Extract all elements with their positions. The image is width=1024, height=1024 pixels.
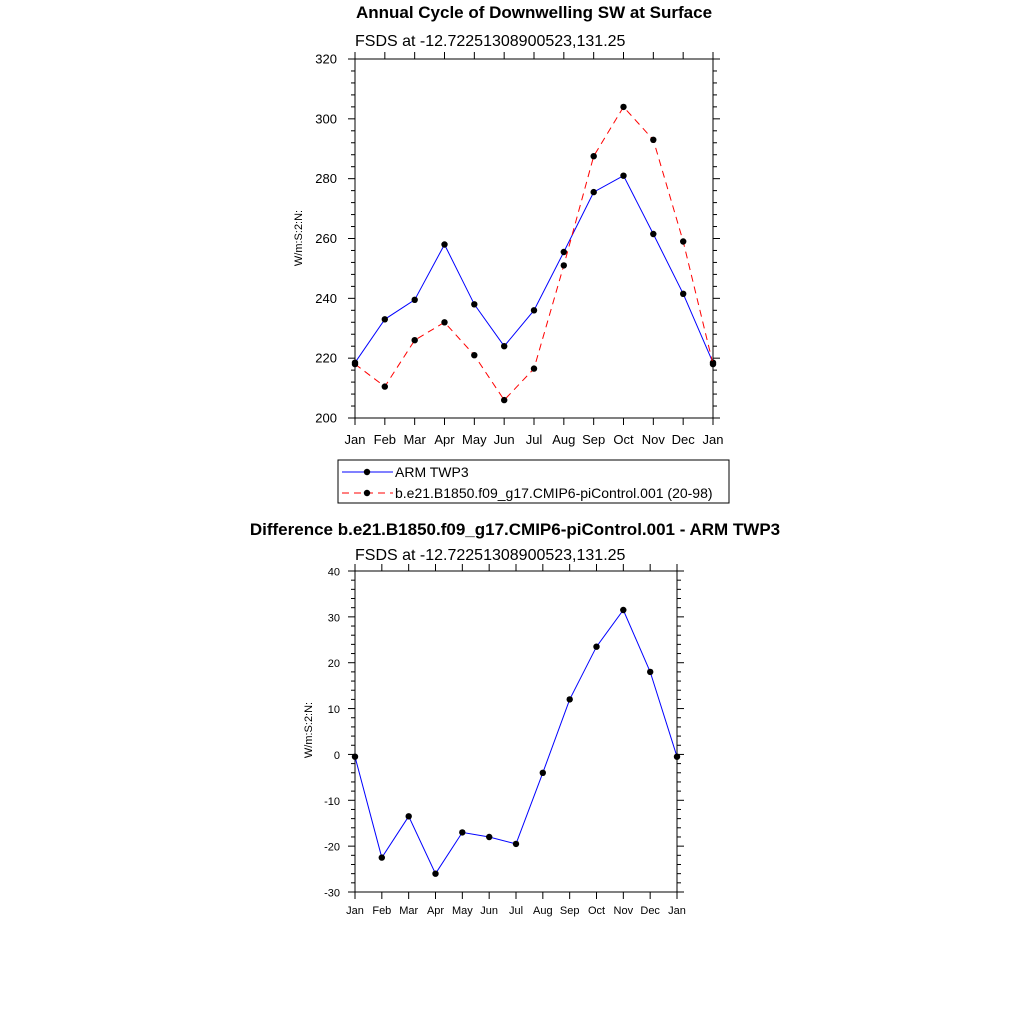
y-tick-label: 20 xyxy=(327,658,340,671)
x-tick-label: Jul xyxy=(508,905,524,917)
data-point-1 xyxy=(501,397,507,403)
data-point-1 xyxy=(561,262,567,268)
x-tick-label: Jan xyxy=(344,432,366,447)
data-point-0 xyxy=(531,307,537,313)
data-point-0 xyxy=(650,231,656,237)
data-point-0 xyxy=(561,249,567,255)
x-tick-label: Dec xyxy=(671,432,695,447)
data-point-1 xyxy=(620,104,626,110)
data-point-0 xyxy=(647,669,653,675)
x-tick-label: Oct xyxy=(613,432,634,447)
y-tick-label: 10 xyxy=(327,704,340,717)
x-tick-label: May xyxy=(462,432,487,447)
chart-bottom-title: Difference b.e21.B1850.f09_g17.CMIP6-piControl.001 - ARM TWP3 xyxy=(249,520,781,539)
data-point-1 xyxy=(382,383,388,389)
x-tick-label: Nov xyxy=(613,905,634,917)
y-tick-label: 30 xyxy=(327,612,340,625)
chart-top xyxy=(293,3,723,447)
y-tick-label: 220 xyxy=(315,350,337,366)
data-point-0 xyxy=(591,189,597,195)
data-point-0 xyxy=(593,644,599,650)
series-line-0 xyxy=(355,176,713,363)
chart-bottom-ylabel: W/m:S:2:N: xyxy=(303,701,315,759)
legend-marker-arm xyxy=(364,469,370,475)
chart-top-ylabel: W/m:S:2:N: xyxy=(293,209,305,267)
data-point-0 xyxy=(501,343,507,349)
x-tick-label: Jul xyxy=(525,432,543,447)
y-tick-label: -10 xyxy=(324,795,340,808)
data-point-0 xyxy=(406,813,412,819)
x-tick-label: Mar xyxy=(399,905,419,917)
x-tick-label: Apr xyxy=(434,432,455,447)
data-point-0 xyxy=(379,854,385,860)
chart-top-legend xyxy=(338,460,729,503)
x-tick-label: Feb xyxy=(373,432,397,447)
series-line-1 xyxy=(355,107,713,400)
data-point-1 xyxy=(680,238,686,244)
data-point-0 xyxy=(486,834,492,840)
y-tick-label: -20 xyxy=(324,841,340,854)
data-point-0 xyxy=(432,871,438,877)
data-point-0 xyxy=(620,173,626,179)
legend-label-model: b.e21.B1850.f09_g17.CMIP6-piControl.001 (20-98) xyxy=(395,485,713,501)
data-point-0 xyxy=(674,754,680,760)
chart-bottom-axes xyxy=(324,564,686,917)
data-point-1 xyxy=(352,361,358,367)
x-tick-label: Jun xyxy=(493,432,515,447)
data-point-0 xyxy=(513,841,519,847)
x-tick-label: Mar xyxy=(403,432,426,447)
data-point-0 xyxy=(412,297,418,303)
data-point-0 xyxy=(441,241,447,247)
data-point-0 xyxy=(471,301,477,307)
data-point-1 xyxy=(412,337,418,343)
data-point-0 xyxy=(680,291,686,297)
x-tick-label: Jan xyxy=(702,432,724,447)
chart-bottom-subtitle: FSDS at -12.72251308900523,131.25 xyxy=(355,547,626,564)
y-tick-label: -30 xyxy=(324,887,340,900)
chart-bottom xyxy=(250,520,780,917)
x-tick-label: Apr xyxy=(426,905,445,917)
x-tick-label: May xyxy=(451,905,473,917)
legend-marker-model xyxy=(364,490,370,496)
x-tick-label: Jun xyxy=(480,905,499,917)
chart-top-subtitle: FSDS at -12.72251308900523,131.25 xyxy=(355,33,626,50)
y-tick-label: 300 xyxy=(315,111,337,127)
chart-top-title: Annual Cycle of Downwelling SW at Surface xyxy=(355,3,713,22)
y-tick-label: 200 xyxy=(315,410,337,426)
data-point-1 xyxy=(650,137,656,143)
data-point-0 xyxy=(567,696,573,702)
data-point-1 xyxy=(441,319,447,325)
y-tick-label: 240 xyxy=(315,290,337,306)
y-tick-label: 260 xyxy=(315,231,337,246)
series-line-0 xyxy=(355,610,677,874)
chart-top-axes xyxy=(315,52,723,448)
x-tick-label: Nov xyxy=(641,432,665,447)
data-point-1 xyxy=(531,365,537,371)
x-tick-label: Aug xyxy=(552,432,576,447)
x-tick-label: Dec xyxy=(640,905,660,917)
plot-frame xyxy=(355,59,713,418)
y-tick-label: 0 xyxy=(333,749,340,762)
data-point-0 xyxy=(382,316,388,322)
data-point-1 xyxy=(710,361,716,367)
x-tick-label: Jan xyxy=(346,905,364,917)
data-point-0 xyxy=(620,607,626,613)
data-point-0 xyxy=(459,829,465,835)
y-tick-label: 280 xyxy=(315,171,337,187)
data-point-1 xyxy=(591,153,597,159)
x-tick-label: Jan xyxy=(668,905,686,917)
legend-label-arm: ARM TWP3 xyxy=(395,464,469,480)
x-tick-label: Feb xyxy=(372,905,392,917)
data-point-0 xyxy=(540,770,546,776)
chart-bottom-series xyxy=(352,607,680,877)
x-tick-label: Aug xyxy=(533,905,553,917)
y-tick-label: 40 xyxy=(327,566,340,579)
data-point-0 xyxy=(352,754,358,760)
y-tick-label: 320 xyxy=(315,51,337,67)
x-tick-label: Oct xyxy=(587,905,606,917)
data-point-1 xyxy=(471,352,477,358)
chart-top-series xyxy=(352,104,716,404)
x-tick-label: Sep xyxy=(559,905,580,917)
x-tick-label: Sep xyxy=(582,432,606,447)
